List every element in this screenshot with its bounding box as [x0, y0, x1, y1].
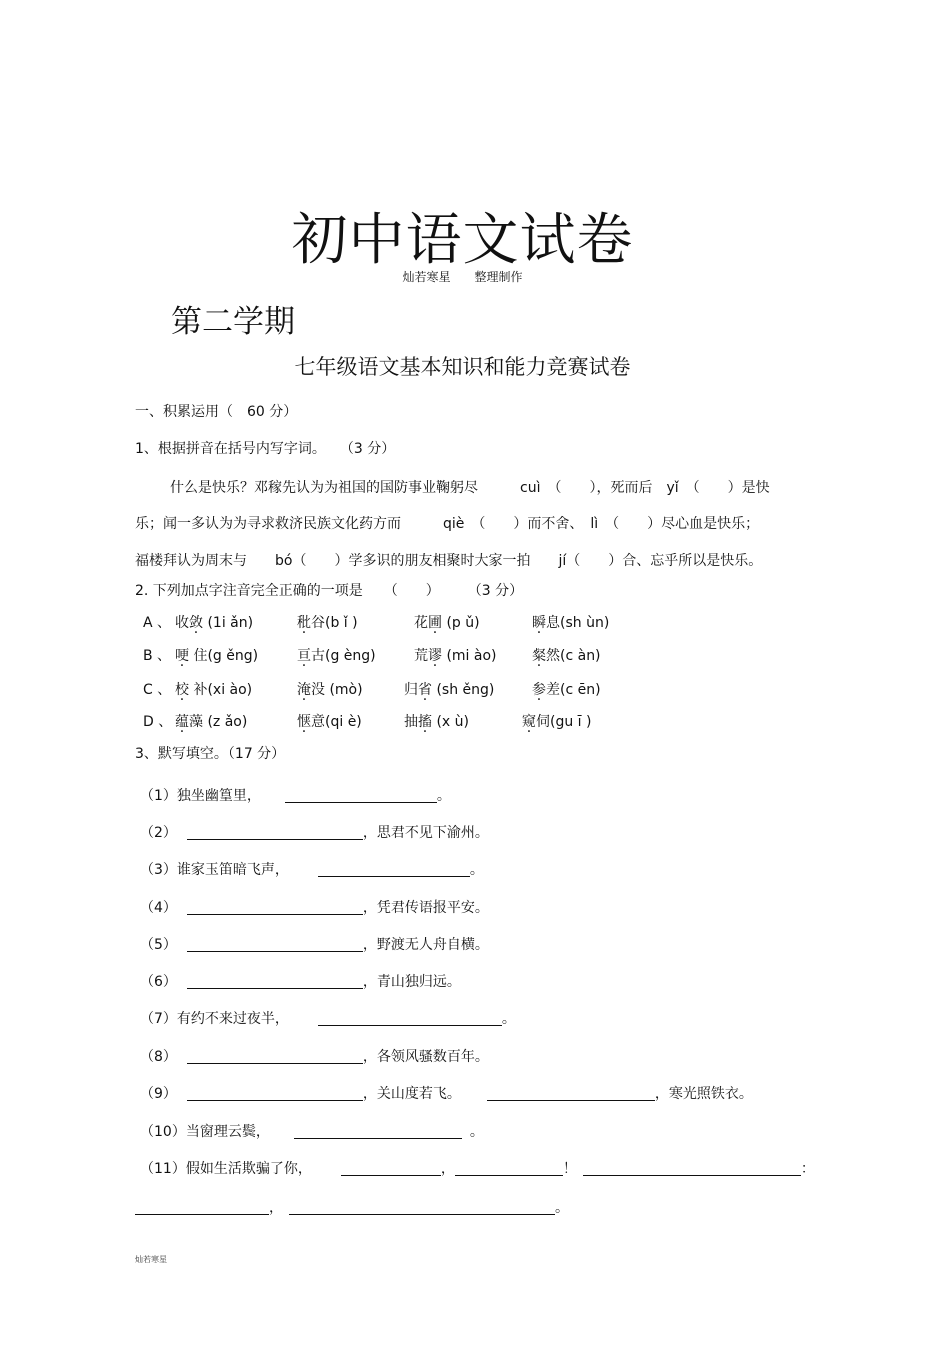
- answer-blank[interactable]: [187, 1049, 363, 1064]
- answer-blank[interactable]: [455, 1161, 563, 1176]
- option-label: A 、: [143, 615, 172, 631]
- answer-blank[interactable]: [487, 1086, 655, 1101]
- option-label: C 、: [143, 682, 172, 698]
- option-item: 淹没 (mò): [297, 682, 363, 698]
- fill-item-7: （7）有约不来过夜半， 。: [140, 1011, 516, 1027]
- document-subtitle: 灿若寒星 整理制作: [402, 270, 523, 284]
- question-3-heading: 3、默写填空。（17 分）: [135, 746, 286, 762]
- fill-item-9: （9） ，关山度若飞。 ，寒光照铁衣。: [140, 1086, 753, 1102]
- question-1-heading: 1、根据拼音在括号内写字词。 （3 分）: [135, 441, 396, 457]
- answer-blank[interactable]: [341, 1161, 441, 1176]
- answer-blank[interactable]: [583, 1161, 801, 1176]
- answer-blank[interactable]: [187, 974, 363, 989]
- answer-blank[interactable]: [187, 825, 363, 840]
- fill-item-6: （6） ，青山独归远。: [140, 974, 461, 990]
- fill-item-11: （11）假如生活欺骗了你， ， ！ ：: [140, 1161, 815, 1177]
- answer-blank[interactable]: [318, 1011, 502, 1026]
- answer-blank[interactable]: [289, 1200, 555, 1215]
- answer-blank[interactable]: [187, 900, 363, 915]
- page-footer: 灿若寒星: [135, 1255, 167, 1264]
- option-item: 瞬息(sh ùn): [532, 615, 610, 631]
- option-item: 亘古(g èng): [297, 648, 376, 664]
- option-item: 哽 住(g ěng): [175, 648, 259, 664]
- fill-item-11-continued: ， 。: [135, 1197, 569, 1217]
- answer-blank[interactable]: [187, 1086, 363, 1101]
- fill-item-4: （4） ，凭君传语报平安。: [140, 900, 489, 916]
- option-item: 花圃 (p ǔ): [414, 615, 480, 631]
- fill-item-1: （1）独坐幽篁里， 。: [140, 788, 451, 804]
- option-label: D 、: [143, 714, 173, 730]
- option-item: 荒谬 (mi ào): [414, 648, 497, 664]
- fill-item-2: （2） ，思君不见下渝州。: [140, 825, 489, 841]
- fill-item-5: （5） ，野渡无人舟自横。: [140, 937, 489, 953]
- option-item: 秕谷(b ǐ ): [297, 615, 358, 631]
- option-item: 粲然(c àn): [532, 648, 601, 664]
- answer-blank[interactable]: [285, 788, 437, 803]
- option-item: 收敛 (1i ǎn): [175, 615, 254, 631]
- question-1-line-1: 什么是快乐？邓稼先认为为祖国的国防事业鞠躬尽 cuì （ ），死而后 yǐ （ ）是快: [170, 480, 770, 496]
- option-item: 窥伺(gu ī ): [522, 714, 592, 730]
- question-2-heading: 2. 下列加点字注音完全正确的一项是 （ ） （3 分）: [135, 583, 524, 599]
- fill-item-10: （10）当窗理云鬓， 。: [140, 1124, 484, 1140]
- option-item: 惬意(qi è): [297, 714, 362, 730]
- option-label: B 、: [143, 648, 172, 664]
- option-item: 蕴藻 (z ǎo): [175, 714, 248, 730]
- option-item: 参差(c ēn): [532, 682, 601, 698]
- question-1-line-2: 乐；闻一多认为为寻求救济民族文化药方而 qiè （ ）而不舍、 lì （ ）尽心血是快乐；: [135, 516, 760, 532]
- option-item: 抽搐 (x ù): [404, 714, 469, 730]
- answer-blank[interactable]: [187, 937, 363, 952]
- fill-item-8: （8） ，各领风骚数百年。: [140, 1049, 489, 1065]
- option-item: 归省 (sh ěng): [404, 682, 495, 698]
- section-heading: 一、积累运用（ 60 分）: [135, 404, 298, 420]
- answer-blank[interactable]: [294, 1124, 462, 1139]
- answer-blank[interactable]: [318, 862, 470, 877]
- fill-item-3: （3）谁家玉笛暗飞声， 。: [140, 862, 484, 878]
- exam-title: 七年级语文基本知识和能力竞赛试卷: [294, 355, 631, 379]
- question-1-line-3: 福楼拜认为周末与 bó（ ）学多识的朋友相聚时大家一拍 jí（ ）合、忘乎所以是快乐。: [135, 553, 763, 569]
- document-title: 初中语文试卷: [291, 208, 634, 273]
- term-heading: 第二学期: [171, 304, 295, 340]
- option-item: 校 补(xi ào): [175, 682, 253, 698]
- answer-blank[interactable]: [135, 1200, 269, 1215]
